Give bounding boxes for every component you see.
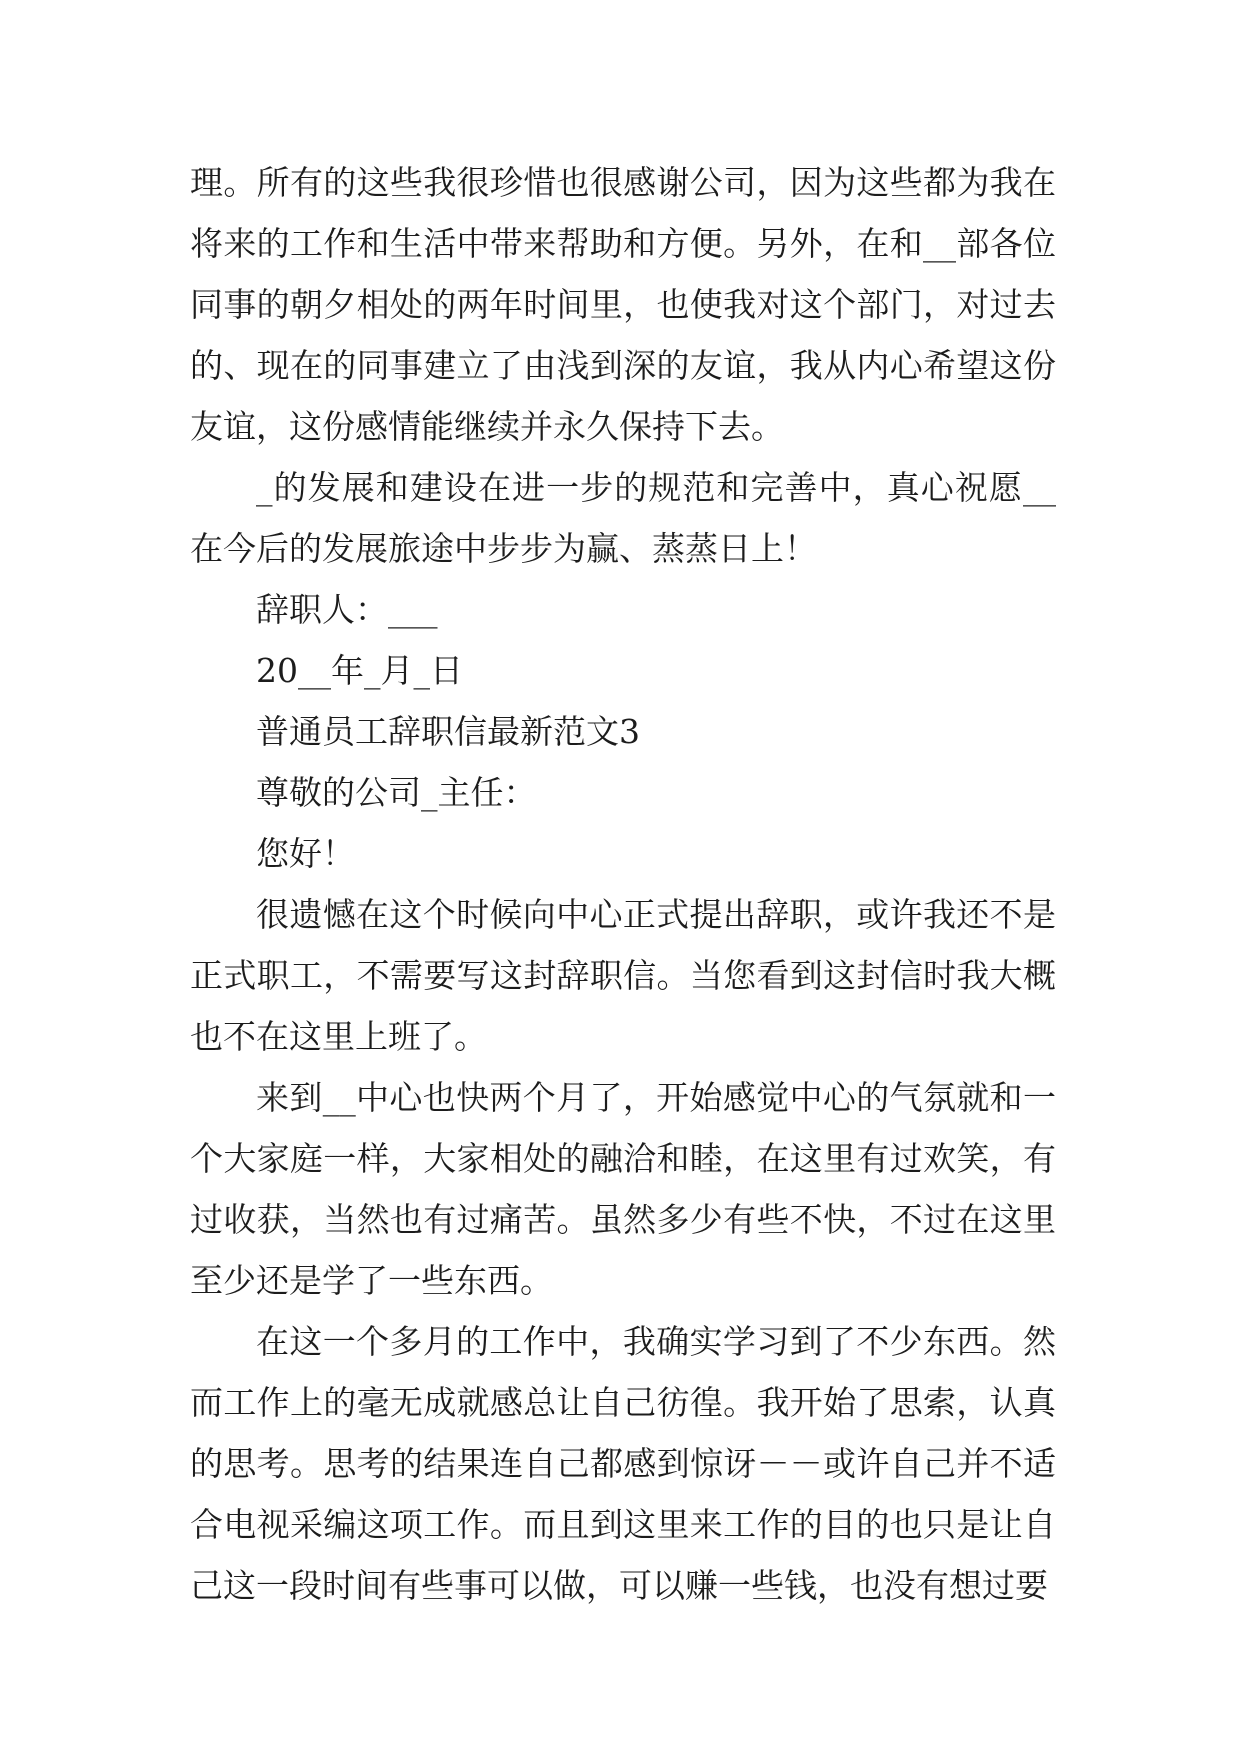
section-title: 普通员工辞职信最新范文3 [256,712,640,751]
salutation: 尊敬的公司_主任： [256,773,537,812]
greeting: 您好！ [256,834,355,873]
date-line: 20__年_月_日 [256,651,463,690]
paragraph-wishes: _的发展和建设在进一步的规范和完善中，真心祝愿__在今后的发展旅途中步步为赢、蒸蒸日上！ [190,468,1056,568]
signature-line: 辞职人：___ [256,590,438,629]
paragraph-resignation: 很遗憾在这个时候向中心正式提出辞职，或许我还不是正式职工，不需要写这封辞职信。当您看到这封信时我大概也不在这里上班了。 [190,895,1056,1056]
paragraph-experience: 来到__中心也快两个月了，开始感觉中心的气氛就和一个大家庭一样，大家相处的融洽和睦，在这里有过欢笑，有过收获，当然也有过痛苦。虽然多少有些不快，不过在这里至少还是学了一些东西。 [190,1078,1056,1300]
paragraph-continuation: 理。所有的这些我很珍惜也很感谢公司，因为这些都为我在将来的工作和生活中带来帮助和方便。另外，在和__部各位同事的朝夕相处的两年时间里，也使我对这个部门，对过去的、现在的同事建立了由浅到深的友谊，我从内心希望这份友谊，这份感情能继续并永久保持下去。 [190,163,1056,446]
document-body [190,152,1056,1616]
paragraph-reflection: 在这一个多月的工作中，我确实学习到了不少东西。然而工作上的毫无成就感总让自己彷徨。我开始了思索，认真的思考。思考的结果连自己都感到惊讶－－或许自己并不适合电视采编这项工作。而且到这里来工作的目的也只是让自己这一段时间有些事可以做，可以赚一些钱，也没有想过要 [190,1322,1056,1605]
